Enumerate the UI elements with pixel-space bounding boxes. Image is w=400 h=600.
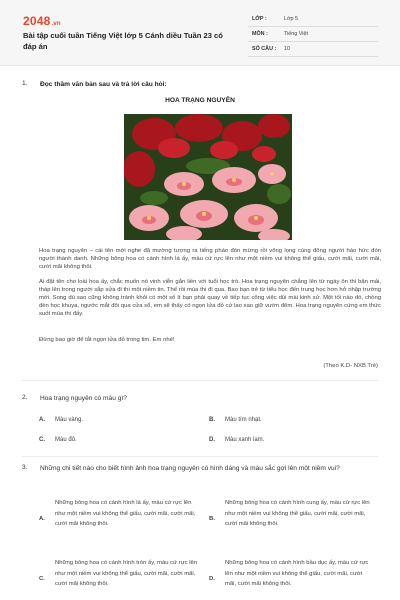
story-paragraph: Hoa trạng nguyên – cái tên mới nghe đã mường tượng ra tiếng pháo đón mừng rồi võng lọng cùng đông người háo hức đón người thành danh. Những bông hoa có cánh hình lá ấy, màu cứ rực lên như một niềm vui không thể giấu, cười mãi, cười mãi, cười mãi không thôi. (39, 248, 381, 270)
question-prompt: Những chi tiết nào cho biết hình ảnh hoa trạng nguyên có hình dáng và màu sắc gợi lên một niềm vui? (40, 465, 340, 472)
meta-table (248, 12, 378, 57)
option-text: Màu xanh lam. (225, 437, 265, 443)
meta-row-count (248, 42, 378, 57)
option-d[interactable] (209, 558, 381, 600)
question-number: 3. (22, 464, 28, 471)
meta-key: LỚP : (252, 16, 267, 22)
option-a[interactable] (39, 417, 83, 423)
option-text: Màu vàng. (55, 417, 84, 423)
option-label: A. (39, 516, 45, 522)
poinsettia-flowers-photo (124, 114, 292, 240)
meta-key: MÔN : (252, 31, 268, 37)
option-text: Màu tím nhạt. (225, 417, 262, 423)
option-label: D. (209, 576, 215, 582)
page-header (0, 0, 400, 66)
option-c[interactable] (39, 437, 77, 443)
option-label: C. (39, 437, 45, 443)
divider (22, 380, 378, 381)
meta-value: 10 (284, 46, 290, 52)
option-text: Những bông hoa có cánh hình bầu dục ấy, màu cứ rực lên như một niềm vui không thể giấu, cười mãi, cười mãi, cười mãi không thôi. (225, 560, 369, 588)
option-label: C. (39, 576, 45, 582)
option-text: Những bông hoa có cánh hình tròn ấy, màu cứ rực lên như một niềm vui không thể giấu, cười mãi, cười mãi, cười mãi không thôi. (55, 560, 198, 588)
option-label: B. (209, 516, 215, 522)
question-number: 2. (22, 394, 28, 401)
document-content (0, 66, 400, 600)
story-paragraph: Đừng bao giờ để tắt ngọn lửa đỏ trong tim. Em nhé! (39, 337, 175, 343)
option-label: B. (209, 417, 215, 423)
option-label: A. (39, 417, 45, 423)
meta-value: Tiếng Việt (284, 31, 308, 37)
logo-suffix: .vn (51, 21, 61, 27)
meta-row-subject (248, 27, 378, 42)
story-source: (Theo K.D- NXB Trẻ) (323, 363, 378, 369)
option-c[interactable] (39, 558, 209, 600)
story-paragraph: Ai đặt tên cho loài hoa ấy, chắc muốn nó vinh viễn gắn liền với tuổi học trò. Hoa trạng nguyên chẳng lên từ ngày ôn thi bận mải, tháp lên trong người sắp sửa đi thi một niềm tin. Thế rồi mùa thi đi qua. Bao bạn trẻ từ tiểu học đến trung học hơn hở nhập trường mới. Song dù sao cũng không tránh khỏi có một số ít bạn phải quay về tiếp tục công việc dùi mài kinh sử. Một tối nào đó, chồng đèn học khuya, ngước mắt đôi qua cửa sổ, em sẽ thấy có ngọn lửa đỏ cứ lao xao giữ vườn đêm. Hoa trạng nguyên cứng em thức suốt mùa thi đấy. (39, 279, 381, 317)
option-text: Những bông hoa có cánh hình cung ấy, màu cứ rực lên như một niềm vui không thể giấu, cười mãi, cười mãi, cười mãi không thôi. (225, 500, 370, 528)
option-label: D. (209, 437, 215, 443)
option-d[interactable] (209, 437, 264, 443)
question-number: 1. (22, 80, 28, 87)
option-a[interactable] (39, 498, 209, 548)
question-prompt: Đọc thầm văn bản sau và trả lời câu hỏi: (40, 81, 167, 88)
divider (22, 456, 378, 457)
question-prompt: Hoa trạng nguyên có màu gì? (40, 395, 127, 402)
meta-row-class (248, 12, 378, 27)
meta-key: SỐ CÂU : (252, 46, 277, 52)
option-text: Màu đỏ. (55, 437, 77, 443)
site-logo[interactable] (23, 14, 61, 28)
meta-value: Lớp 5 (284, 16, 299, 22)
story-title: HOA TRẠNG NGUYÊN (165, 97, 235, 104)
option-text: Những bông hoa có cánh hình lá ấy, màu cứ rực lên như một niềm vui không thể giấu, cười mãi, cười mãi, cười mãi không thôi. (55, 500, 196, 528)
document-title: Bài tập cuối tuần Tiếng Việt lớp 5 Cánh diều Tuần 23 có đáp án (23, 31, 223, 51)
option-b[interactable] (209, 498, 381, 548)
logo-main: 2048 (23, 14, 51, 28)
option-b[interactable] (209, 417, 262, 423)
